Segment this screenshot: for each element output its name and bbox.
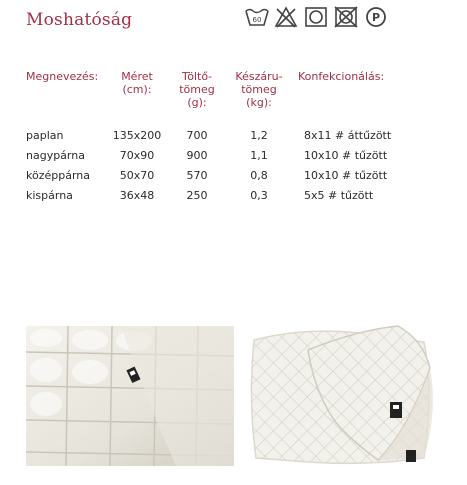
header-fill-weight: Töltő- tömeg (g):	[179, 70, 215, 109]
do-not-bleach-icon	[274, 6, 298, 28]
table-row: kispárna 36x48 250 0,3 5x5 # tűzött	[26, 189, 374, 202]
care-symbols	[244, 6, 394, 30]
pillows-photo	[248, 320, 440, 470]
wash-60-icon	[244, 6, 270, 28]
label-tag	[390, 402, 402, 418]
wash-temperature-label: 60	[252, 16, 262, 24]
header-size: Méret (cm):	[121, 70, 153, 96]
table-header-row	[26, 70, 408, 126]
page-title: Moshatóság	[26, 10, 133, 30]
spec-table	[26, 70, 408, 206]
tumble-dry-icon	[304, 6, 328, 28]
header-product-weight: Készáru- tömeg (kg):	[235, 70, 283, 109]
professional-clean-label: P	[371, 11, 381, 24]
do-not-tumble-dry-icon	[334, 6, 358, 28]
header-name: Megnevezés:	[26, 70, 99, 83]
header-quilting: Konfekcionálás:	[298, 70, 385, 83]
professional-clean-p-icon	[364, 6, 388, 28]
table-row: nagypárna 70x90 900 1,1 10x10 # tűzött	[26, 149, 388, 162]
table-row: paplan 135x200 700 1,2 8x11 # áttűzött	[26, 129, 392, 142]
table-row: középpárna 50x70 570 0,8 10x10 # tűzött	[26, 169, 388, 182]
quilt-photo	[26, 326, 234, 466]
